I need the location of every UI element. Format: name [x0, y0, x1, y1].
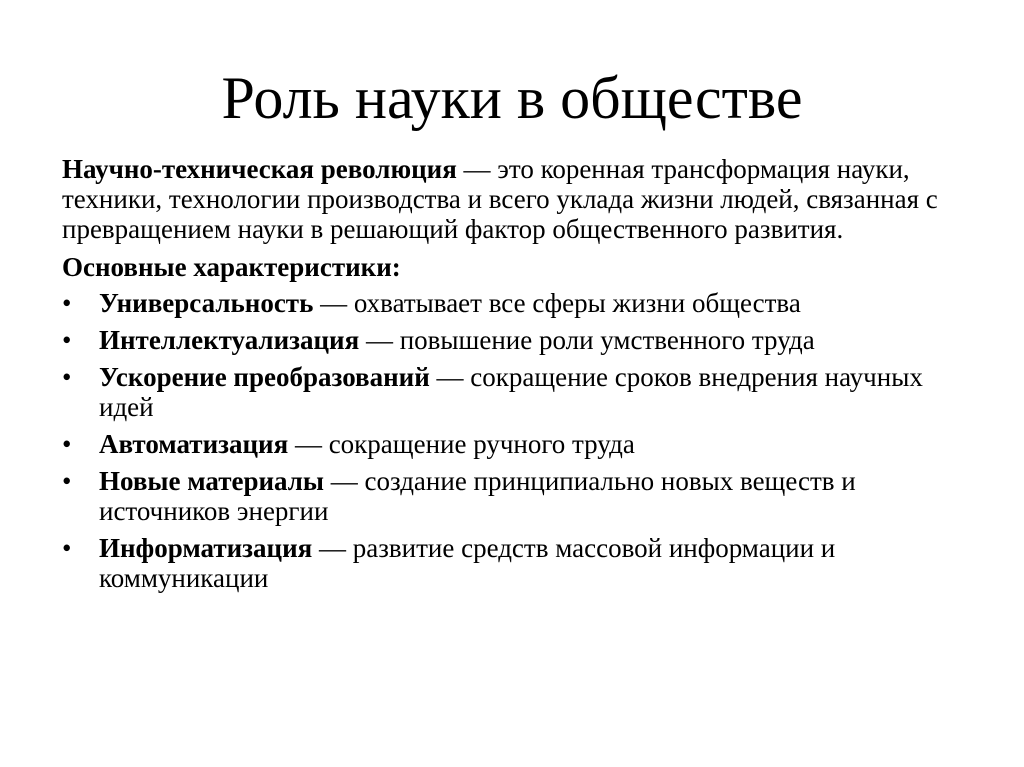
item-text: — создание принципиально новых веществ и источников энергии	[99, 466, 856, 526]
item-text: — развитие средств массовой информации и коммуникации	[99, 533, 836, 593]
item-term: Ускорение преобразований	[99, 362, 430, 392]
list-item	[62, 288, 982, 318]
item-term: Информатизация	[99, 533, 313, 563]
item-term: Универсальность	[99, 288, 314, 318]
slide-title: Роль науки в обществе	[221, 65, 803, 131]
slide-body	[62, 154, 982, 600]
bullet-icon: •	[62, 325, 72, 355]
list-item	[62, 466, 982, 526]
characteristics-heading: Основные характеристики:	[62, 252, 401, 282]
list-item	[62, 533, 982, 593]
item-text: — сокращение сроков внедрения научных идей	[99, 362, 923, 422]
list-item	[62, 362, 982, 422]
item-term: Новые материалы	[99, 466, 325, 496]
definition-text: — это коренная трансформация науки, техники, технологии производства и всего уклада жизни людей, связанная с превращением науки в решающий фактор общественного развития.	[62, 154, 938, 244]
item-term: Интеллектуализация	[99, 325, 360, 355]
bullet-icon: •	[62, 466, 72, 496]
definition-term: Научно-техническая революция	[62, 154, 457, 184]
bullet-icon: •	[62, 429, 72, 459]
list-item	[62, 429, 982, 459]
characteristics-list	[62, 288, 982, 593]
item-text: — сокращение ручного труда	[288, 429, 635, 459]
item-term: Автоматизация	[99, 429, 289, 459]
item-text: — повышение роли умственного труда	[359, 325, 815, 355]
definition-paragraph	[62, 154, 982, 244]
item-text: — охватывает все сферы жизни общества	[313, 288, 801, 318]
bullet-icon: •	[62, 533, 72, 563]
bullet-icon: •	[62, 362, 72, 392]
list-item	[62, 325, 982, 355]
bullet-icon: •	[62, 288, 72, 318]
